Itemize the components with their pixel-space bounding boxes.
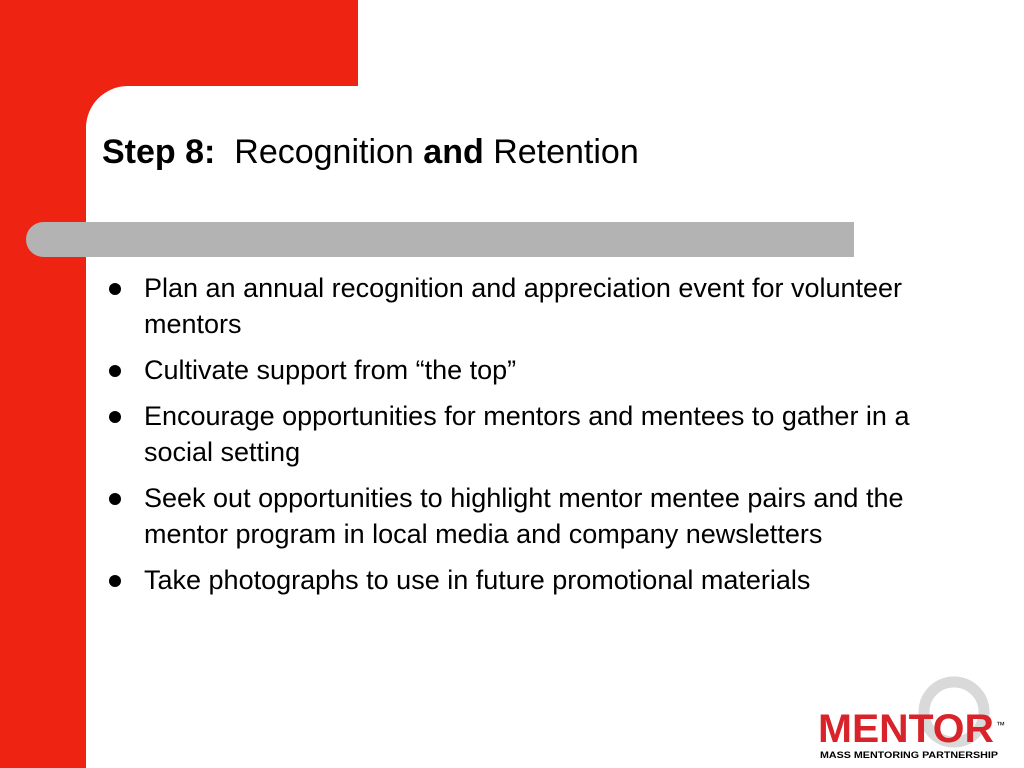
mentor-logo: [812, 672, 1012, 764]
title-retention: Retention: [493, 133, 639, 171]
title-divider-bar: [26, 222, 854, 257]
bullet-dot-icon: [109, 411, 121, 423]
logo-tagline: MASS MENTORING PARTNERSHIP: [820, 750, 999, 761]
bullet-text: Cultivate support from “the top”: [144, 355, 517, 385]
bullet-text: Plan an annual recognition and appreciation event for volunteer mentors: [144, 273, 903, 339]
bullet-dot-icon: [109, 493, 121, 505]
title-recognition: Recognition: [234, 133, 414, 171]
bullet-dot-icon: [109, 283, 121, 295]
logo-wordmark: MENTOR: [818, 707, 995, 751]
bullet-list: [100, 270, 950, 608]
bullet-text: Seek out opportunities to highlight mentor mentee pairs and the mentor program in local media and company newsletters: [144, 483, 904, 549]
logo-trademark: ™: [996, 720, 1005, 730]
bullet-dot-icon: [109, 365, 121, 377]
bullet-item: [100, 562, 950, 598]
title-and: and: [423, 133, 484, 171]
bullet-dot-icon: [109, 575, 121, 587]
bullet-text: Encourage opportunities for mentors and mentees to gather in a social setting: [144, 401, 910, 467]
bullet-item: [100, 270, 950, 342]
bullet-item: [100, 480, 950, 552]
bullet-item: [100, 352, 950, 388]
slide-title: [102, 130, 639, 174]
title-step: Step 8:: [102, 133, 216, 171]
bullet-text: Take photographs to use in future promotional materials: [144, 565, 811, 595]
bullet-item: [100, 398, 950, 470]
